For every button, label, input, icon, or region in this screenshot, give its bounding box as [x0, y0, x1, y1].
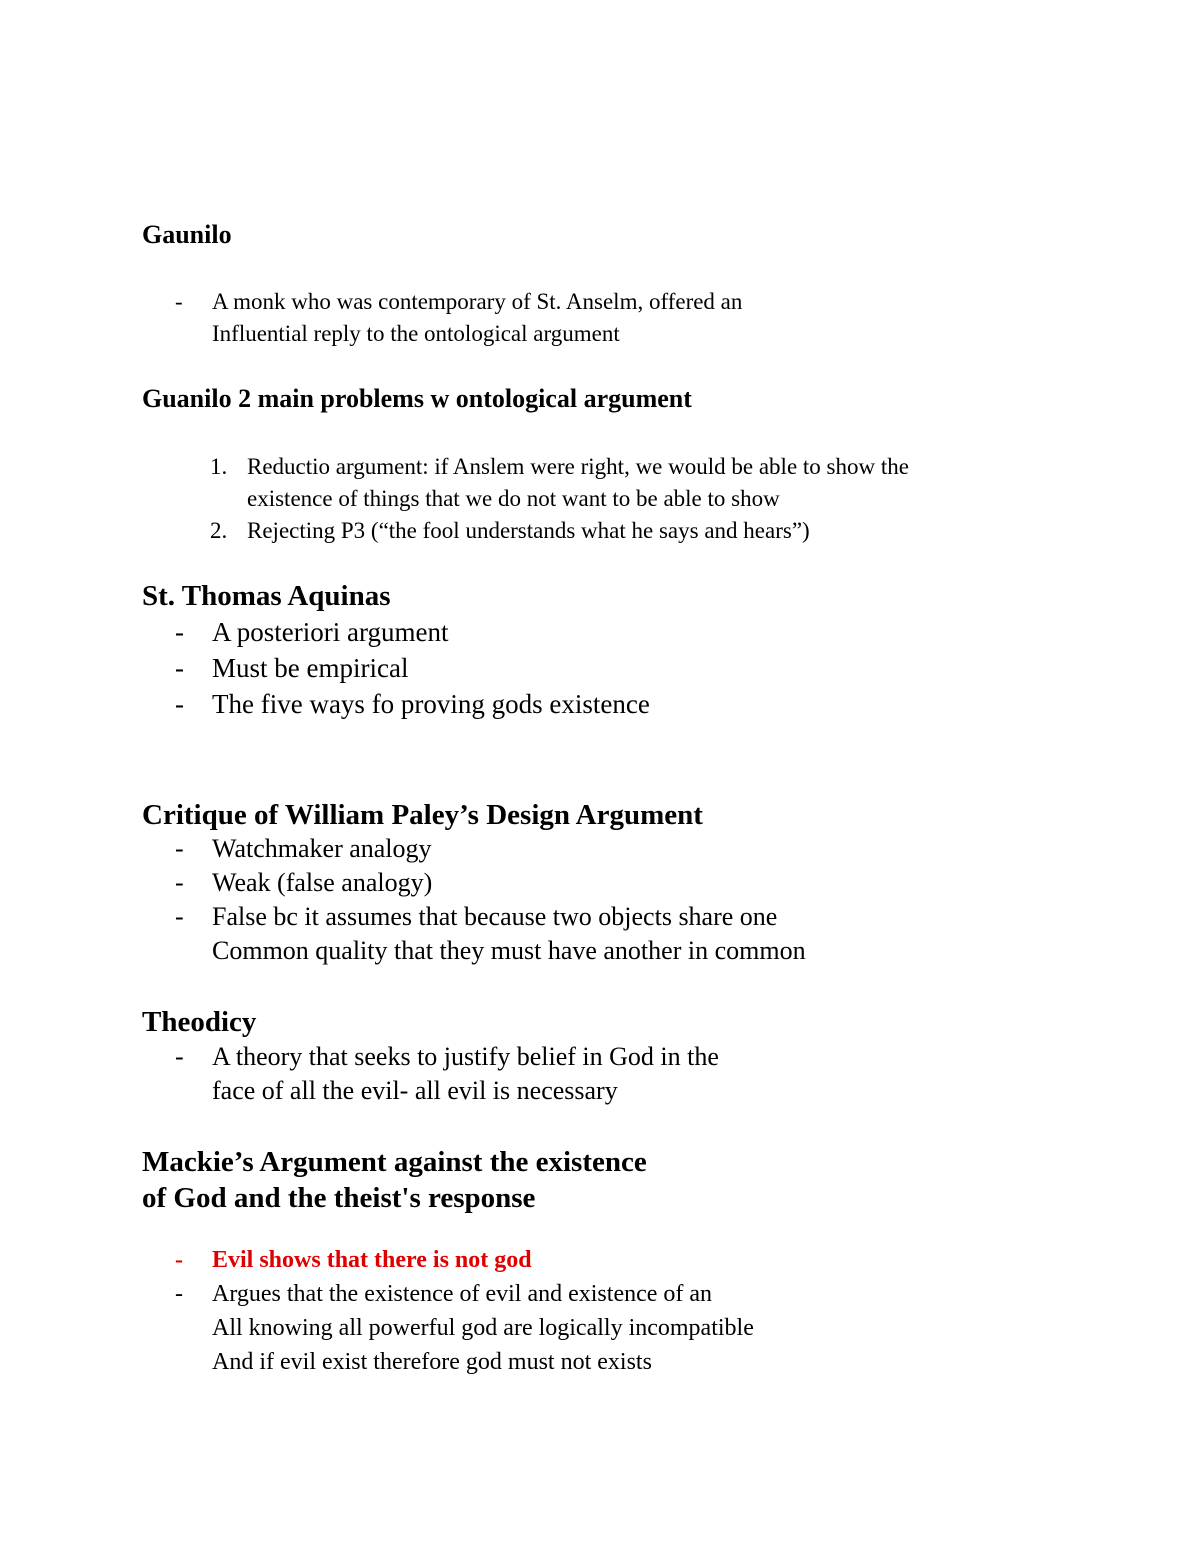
gaunilo-list [142, 286, 742, 350]
list-item [142, 650, 650, 686]
item-line: A theory that seeks to justify belief in God in the [212, 1042, 719, 1071]
guanilo-problems-list [142, 451, 909, 547]
list-item [142, 900, 806, 968]
item-text: Watchmaker analogy [212, 834, 432, 863]
item-line: Reductio argument: if Anslem were right, we would be able to show the [247, 454, 909, 479]
bullet-dash: - [175, 689, 184, 719]
bullet-dash: - [175, 617, 184, 647]
item-line: A monk who was contemporary of St. Anselm, offered an [212, 289, 743, 314]
item-line: face of all the evil- all evil is necessary [212, 1076, 618, 1105]
list-item [142, 614, 650, 650]
mackie-list [142, 1243, 754, 1379]
item-line: Influential reply to the ontological argument [212, 321, 620, 346]
aquinas-list [142, 614, 650, 722]
item-line: All knowing all powerful god are logically incompatible [212, 1315, 754, 1341]
item-line: Argues that the existence of evil and existence of an [212, 1281, 713, 1307]
bullet-dash: - [175, 1042, 184, 1071]
heading-line: of God and the theist's response [142, 1182, 536, 1214]
item-line: existence of things that we do not want to be able to show [247, 486, 780, 511]
heading-line: Mackie’s Argument against the existence [142, 1146, 647, 1178]
item-line: False bc it assumes that because two objects share one [212, 902, 778, 931]
list-item-highlight [142, 1243, 754, 1277]
item-line: And if evil exist therefore god must not exists [212, 1349, 652, 1375]
list-item [142, 686, 650, 722]
list-item [142, 515, 909, 547]
list-item [142, 866, 806, 900]
bullet-dash: - [175, 834, 184, 863]
bullet-dash: - [175, 653, 184, 683]
bullet-dash: - [175, 289, 183, 314]
item-text: Weak (false analogy) [212, 868, 433, 897]
theodicy-list [142, 1040, 719, 1108]
heading-paley-critique: Critique of William Paley’s Design Argument [142, 799, 703, 831]
item-text: The five ways fo proving gods existence [212, 689, 650, 719]
heading-mackie [142, 1144, 647, 1216]
item-text: A posteriori argument [212, 617, 449, 647]
item-text: Must be empirical [212, 653, 409, 683]
paley-list [142, 832, 806, 968]
bullet-dash: - [175, 902, 184, 931]
heading-guanilo-problems: Guanilo 2 main problems w ontological argument [142, 384, 692, 413]
heading-gaunilo: Gaunilo [142, 220, 232, 249]
item-line: Rejecting P3 (“the fool understands what he says and hears”) [247, 518, 810, 543]
heading-aquinas: St. Thomas Aquinas [142, 580, 391, 612]
list-item [142, 832, 806, 866]
item-line: Common quality that they must have another in common [212, 936, 806, 965]
bullet-dash: - [175, 868, 184, 897]
item-text: Evil shows that there is not god [212, 1247, 532, 1273]
list-item [142, 451, 909, 515]
bullet-dash: - [175, 1247, 183, 1273]
heading-theodicy: Theodicy [142, 1006, 257, 1038]
list-number: 2. [210, 518, 228, 543]
list-item [142, 286, 742, 350]
list-item [142, 1277, 754, 1379]
list-number: 1. [210, 454, 228, 479]
bullet-dash: - [175, 1281, 183, 1307]
list-item [142, 1040, 719, 1108]
